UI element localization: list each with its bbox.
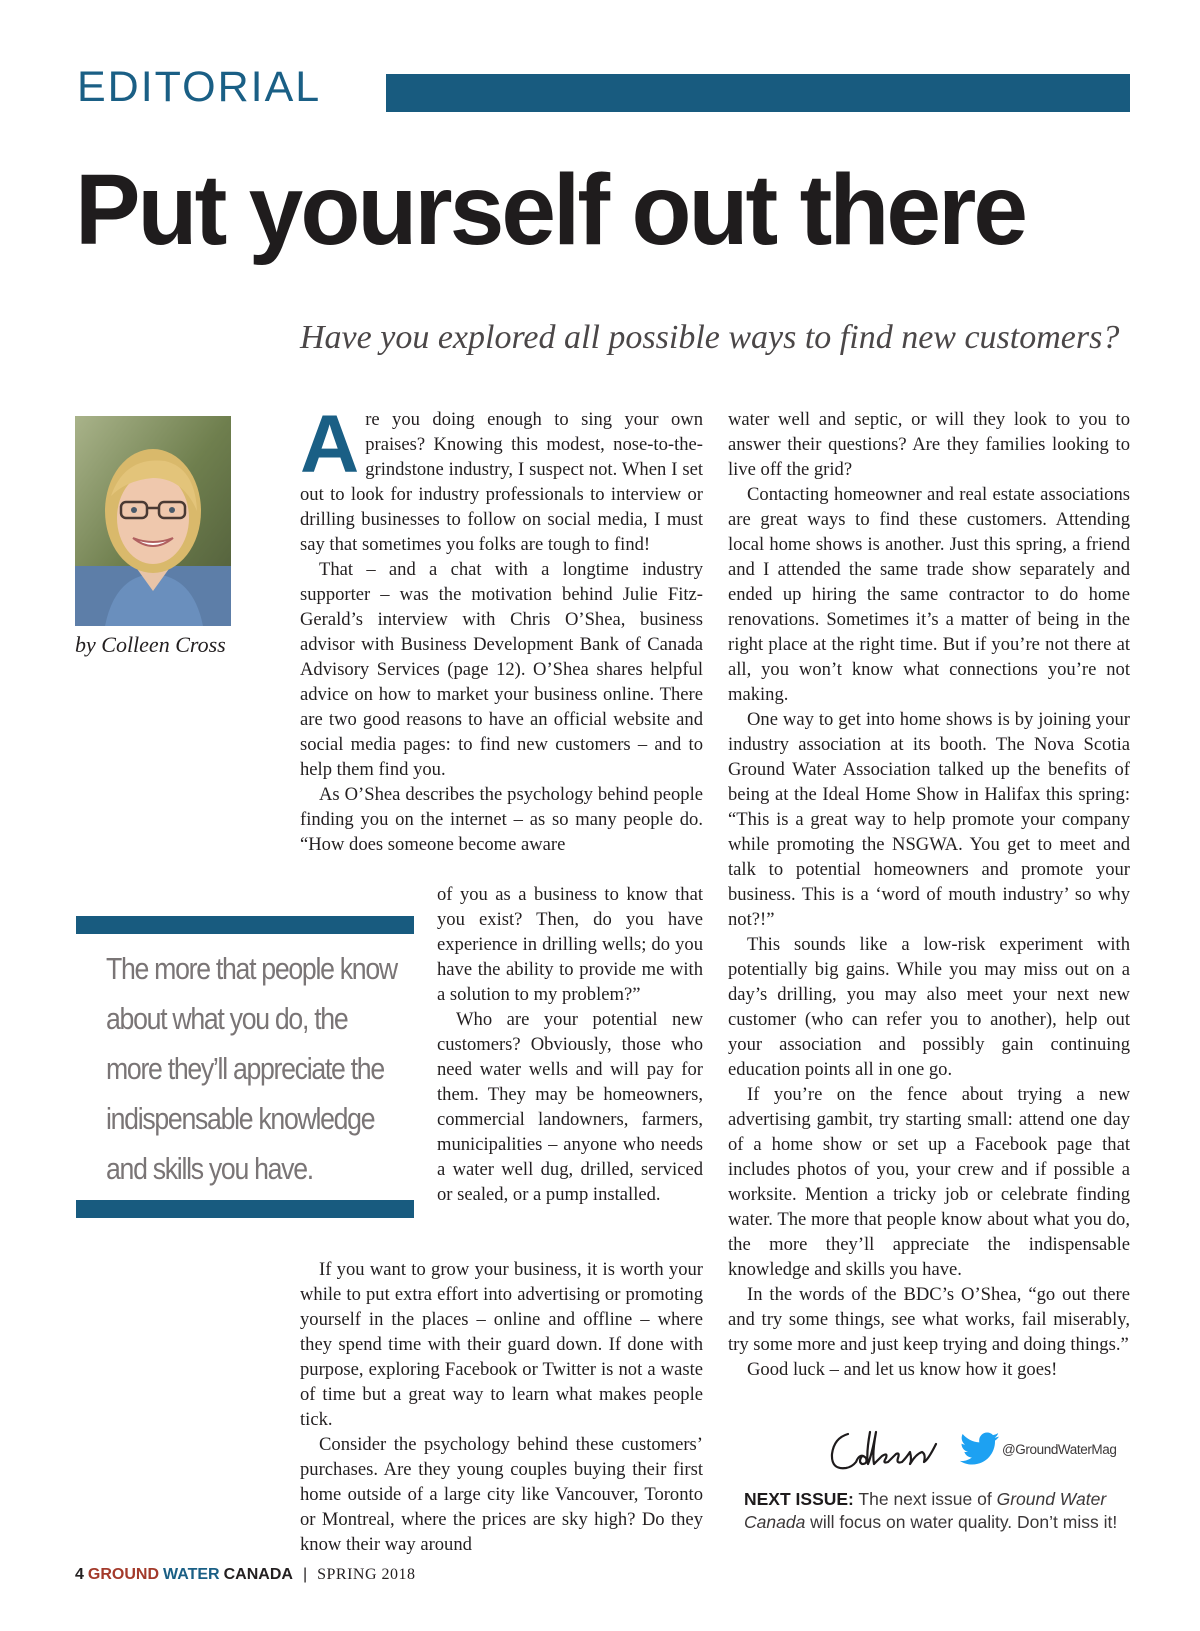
pullquote-line: more they’ll appreciate the bbox=[106, 1051, 384, 1086]
next-issue-label: NEXT ISSUE: bbox=[744, 1489, 854, 1509]
column-1-top bbox=[300, 399, 703, 857]
pullquote-bar-top bbox=[76, 916, 414, 934]
next-issue-magazine: Ground Water Canada bbox=[744, 1489, 1107, 1532]
footer-mag-water: WATER bbox=[163, 1566, 220, 1583]
paragraph-2: That – and a chat with a longtime industry supporter – was the motivation behind Julie Fitz-Gerald’s interview with Chris O’Shea, business advisor with Business Development Bank of Canada Advisory Services (page 12). O’Shea shares helpful advice on how to market your business online. There are two good reasons to have an official website and social media pages: to find new customers – and to help them find you. bbox=[300, 559, 703, 780]
paragraph-1 bbox=[300, 399, 703, 557]
footer-mag-ground: GROUND bbox=[87, 1566, 160, 1583]
paragraph-10: If you’re on the fence about trying a new advertising gambit, try starting small: attend one day of a home show or set up a Facebook page that includes photos of you, your crew and if possible a worksite. Mention a tricky job or celebrate finding water. The more that people know about what you do, the more they’ll appreciate the indispensable knowledge and skills you have. bbox=[728, 1084, 1130, 1280]
paragraph-7: Contacting homeowner and real estate associations are great ways to find these customers. Attending local home shows is another. Just this spring, a friend and I attended the same trade show separately and ended up hiring the same contractor to do home renovations. Sometimes it’s a matter of being in the right place at the right time. But if you’re not there at all, you won’t know what connections you’re not making. bbox=[728, 484, 1130, 705]
column-1-middle bbox=[437, 882, 703, 1207]
footer-mag-canada: CANADA bbox=[223, 1566, 293, 1583]
headline: Put yourself out there bbox=[75, 154, 1026, 266]
next-issue-note bbox=[744, 1488, 1134, 1534]
page-number: 4 bbox=[75, 1566, 84, 1583]
twitter-icon[interactable] bbox=[960, 1432, 1000, 1466]
drop-cap: A bbox=[300, 399, 360, 490]
author-photo bbox=[75, 416, 231, 626]
paragraph-6-continued: water well and septic, or will they look to you to answer their questions? Are they families looking to live off the grid? bbox=[728, 409, 1130, 480]
paragraph-3-continued: of you as a business to know that you exist? Then, do you have experience in drilling wells; do you have the ability to provide me with a solution to my problem?” bbox=[437, 884, 703, 1005]
pullquote-bar-bottom bbox=[76, 1200, 414, 1218]
page-footer bbox=[75, 1567, 416, 1583]
pullquote-line: and skills you have. bbox=[106, 1151, 313, 1186]
byline: by Colleen Cross bbox=[75, 632, 226, 657]
column-2 bbox=[728, 407, 1130, 1382]
deck: Have you explored all possible ways to find new customers? bbox=[300, 319, 1120, 356]
next-issue-text-1: The next issue of bbox=[853, 1489, 997, 1509]
pullquote-line: about what you do, the bbox=[106, 1001, 348, 1036]
column-1-bottom bbox=[300, 1257, 703, 1557]
paragraph-9: This sounds like a low-risk experiment with potentially big gains. While you may miss out on a day’s drilling, you may also meet your next new customer (who can refer you to another), help out your association and possibly gain continuing education points all in one go. bbox=[728, 934, 1130, 1080]
paragraph-1-text: re you doing enough to sing your own praises? Knowing this modest, nose-to-the-grindstone industry, I suspect not. When I set out to look for industry professionals to interview or drilling businesses to follow on social media, I must say that sometimes you folks are tough to find! bbox=[300, 409, 703, 555]
next-issue-text-2: will focus on water quality. Don’t miss it! bbox=[805, 1512, 1118, 1532]
paragraph-5: If you want to grow your business, it is worth your while to put extra effort into advertising or promoting yourself in the places – online and offline – where they spend time with their guard down. If done with purpose, exploring Facebook or Twitter is not a waste of time but a great way to learn what makes people tick. bbox=[300, 1259, 703, 1430]
pullquote bbox=[106, 944, 397, 1194]
paragraph-6: Consider the psychology behind these customers’ purchases. Are they young couples buying their first home outside of a large city like Vancouver, Toronto or Montreal, where the prices are sky high? Do they know their way around bbox=[300, 1434, 703, 1555]
paragraph-3: As O’Shea describes the psychology behind people finding you on the internet – as so many people do. “How does someone become aware bbox=[300, 784, 703, 855]
footer-issue: SPRING 2018 bbox=[317, 1566, 416, 1583]
paragraph-12: Good luck – and let us know how it goes! bbox=[747, 1359, 1058, 1380]
section-label: EDITORIAL bbox=[77, 63, 322, 111]
pullquote-line: indispensable knowledge bbox=[106, 1101, 375, 1136]
twitter-handle[interactable]: @GroundWaterMag bbox=[1002, 1442, 1117, 1457]
section-bar bbox=[386, 74, 1130, 112]
signature bbox=[826, 1424, 944, 1478]
pullquote-line: The more that people know bbox=[106, 951, 397, 986]
footer-separator: | bbox=[302, 1566, 308, 1583]
paragraph-11: In the words of the BDC’s O’Shea, “go out there and try some things, see what works, fail miserably, try some more and just keep trying and doing things.” bbox=[728, 1284, 1130, 1355]
paragraph-8: One way to get into home shows is by joining your industry association at its booth. The Nova Scotia Ground Water Association talked up the benefits of being at the Ideal Home Show in Halifax this spring: “This is a great way to help promote your company while promoting the NSGWA. You get to meet and talk to potential homeowners and promote your business. This is a ‘word of mouth industry’ so why not?!” bbox=[728, 709, 1130, 930]
paragraph-4: Who are your potential new customers? Obviously, those who need water wells and will pay for them. They may be homeowners, commercial landowners, farmers, municipalities – anyone who needs a water well dug, drilled, serviced or sealed, or a pump installed. bbox=[437, 1009, 703, 1205]
